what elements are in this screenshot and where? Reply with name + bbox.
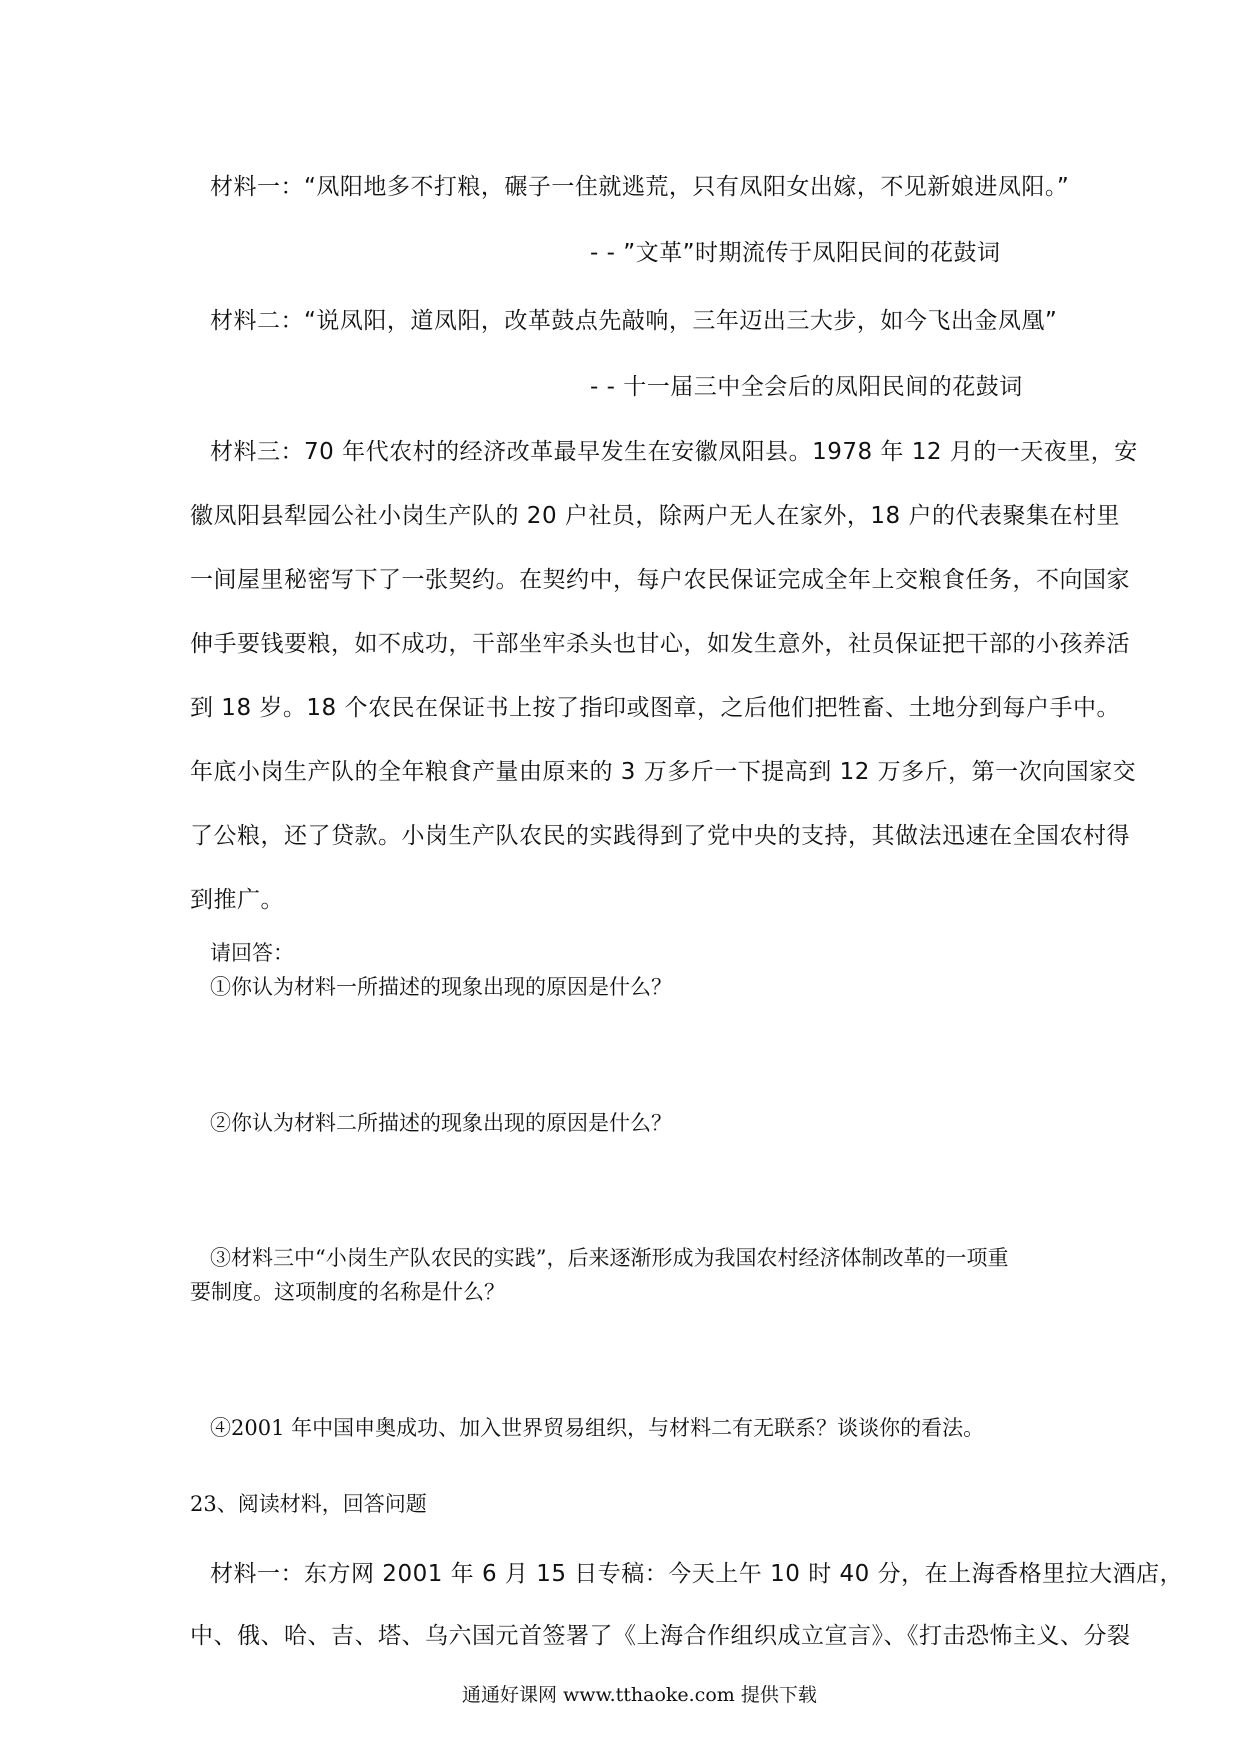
material-3-line: 徽凤阳县犁园公社小岗生产队的 20 户社员，除两户无人在家外，18 户的代表聚集在村里 [190, 503, 1120, 529]
page-footer: 通通好课网 www.tthaoke.com 提供下载 [462, 1684, 817, 1706]
material-1-quote: 材料一：“凤阳地多不打粮，碾子一住就逃荒，只有凤阳女出嫁，不见新娘进凤阳。” [210, 174, 1070, 200]
question-23-title: 23、阅读材料，回答问题 [190, 1492, 427, 1516]
material-3-line: 到 18 岁。18 个农民在保证书上按了指印或图章，之后他们把牲畜、土地分到每户手中。 [190, 695, 1120, 721]
material-1-source: - - ”文革”时期流传于凤阳民间的花鼓词 [590, 240, 1001, 266]
material-3-line: 到推广。 [190, 887, 284, 913]
material-3-line: 伸手要钱要粮，如不成功，干部坐牢杀头也甘心，如发生意外，社员保证把干部的小孩养活 [190, 631, 1130, 657]
question-23-line: 中、俄、哈、吉、塔、乌六国元首签署了《上海合作组织成立宣言》、《打击恐怖主义、分裂 [190, 1623, 1131, 1649]
question-1: ①你认为材料一所描述的现象出现的原因是什么？ [210, 975, 672, 999]
material-2-quote: 材料二：“说凤阳，道凤阳，改革鼓点先敲响，三年迈出三大步，如今飞出金凤凰” [210, 308, 1058, 334]
material-2-source: - - 十一届三中全会后的凤阳民间的花鼓词 [590, 374, 1023, 400]
question-3-line-2: 要制度。这项制度的名称是什么？ [190, 1280, 505, 1304]
material-3-line: 年底小岗生产队的全年粮食产量由原来的 3 万多斤一下提高到 12 万多斤，第一次向国家交 [190, 759, 1137, 785]
question-3-line-1: ③材料三中“小岗生产队农民的实践”，后来逐渐形成为我国农村经济体制改革的一项重 [210, 1246, 1009, 1270]
question-23-line: 材料一：东方网 2001 年 6 月 15 日专稿：今天上午 10 时 40 分，在上海香格里拉大酒店， [210, 1561, 1184, 1587]
material-3-line: 材料三：70 年代农村的经济改革最早发生在安徽凤阳县。1978 年 12 月的一天夜里，安 [210, 439, 1138, 465]
material-3-line: 了公粮，还了贷款。小岗生产队农民的实践得到了党中央的支持，其做法迅速在全国农村得 [190, 823, 1130, 849]
questions-prompt: 请回答： [210, 941, 294, 965]
question-2: ②你认为材料二所描述的现象出现的原因是什么？ [210, 1111, 672, 1135]
material-3-line: 一间屋里秘密写下了一张契约。在契约中，每户农民保证完成全年上交粮食任务，不向国家 [190, 567, 1130, 593]
question-4: ④2001 年中国申奥成功、加入世界贸易组织，与材料二有无联系？谈谈你的看法。 [210, 1416, 985, 1440]
